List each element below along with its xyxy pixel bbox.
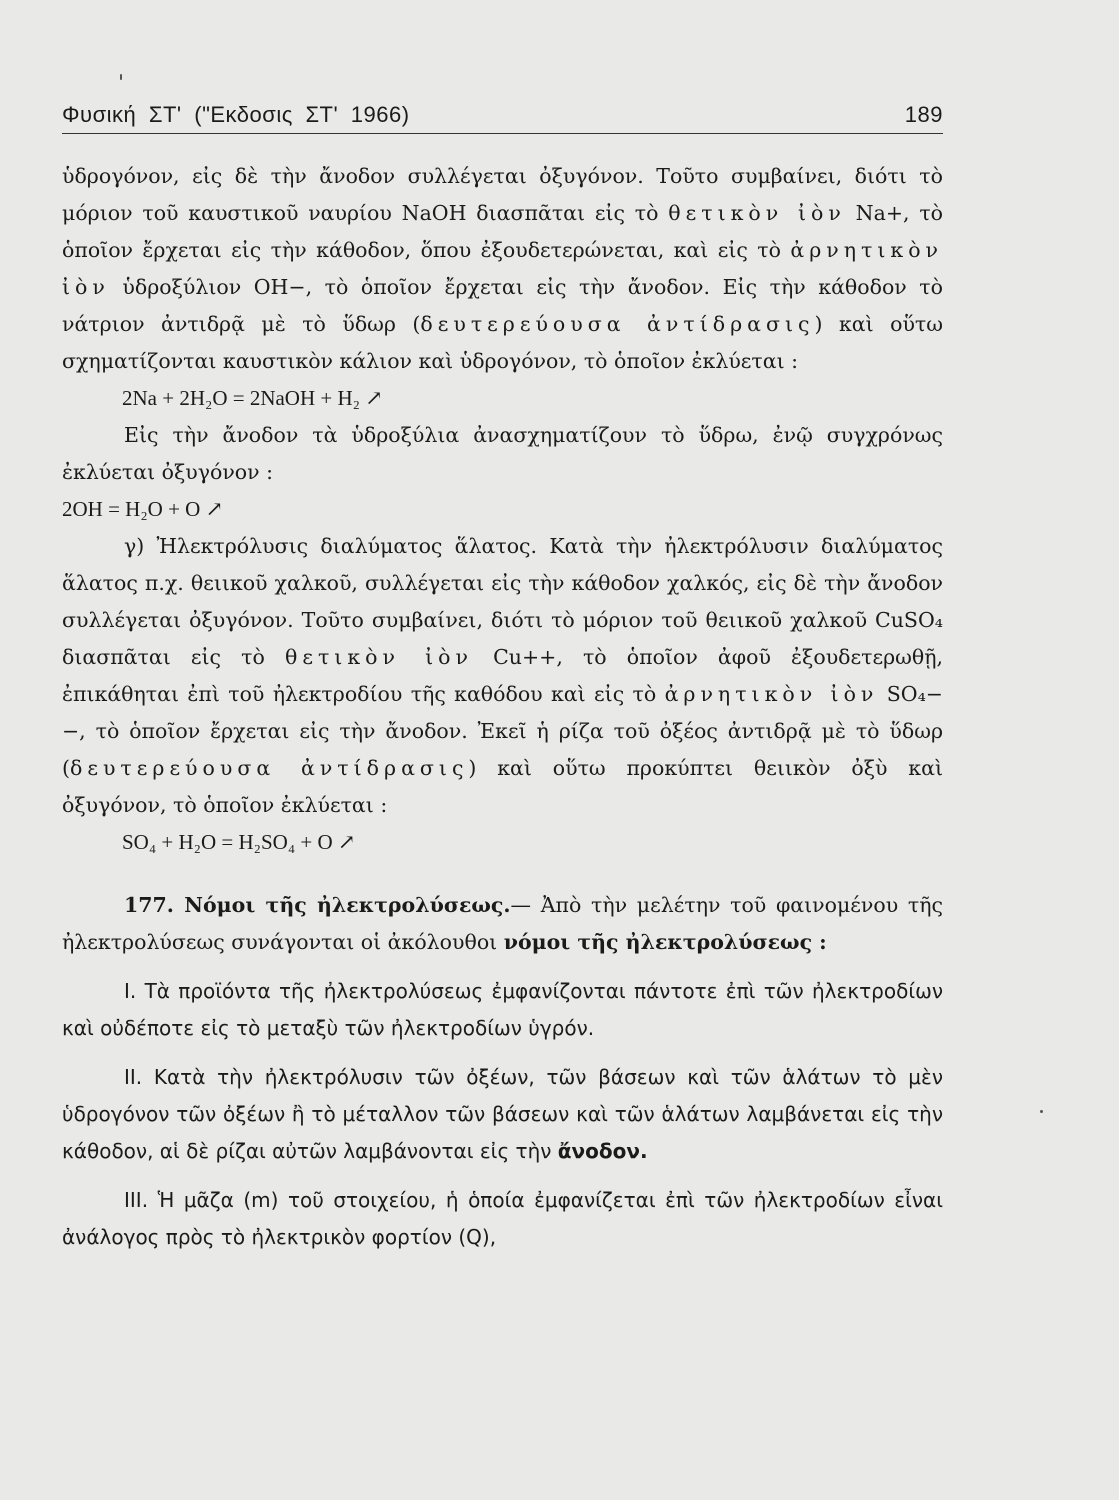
- equation-sulfate: SO₄ + H₂O = H₂SO₄ + O ↗: [122, 830, 356, 854]
- spaced-term: ἀρνητικὸν ἰὸν: [664, 682, 879, 706]
- paragraph-electrolysis-naoh: ὑδρογόνον, εἰς δὲ τὴν ἄνοδον συλλέγεται ὀξυγόνον. Τοῦτο συμβαίνει, διότι τὸ μόριον τοῦ καυστικοῦ ναυρίου NaOH διασπᾶται εἰς τὸ θετικὸν ἰὸν Na+, τὸ ὁποῖον ἔρχεται εἰς τὴν κάθοδον, ὅπου ἐξουδετερώνεται, καὶ εἰς τὸ ἀρνητικὸν ἰὸν ὑδροξύλιον OH−, τὸ ὁποῖον ἔρχεται εἰς τὴν ἄνοδον. Εἰς τὴν κάθοδον τὸ νάτριον ἀντιδρᾷ μὲ τὸ ὕδωρ (δευτερεύουσα ἀντίδρασις) καὶ οὕτω σχηματίζονται καυστικὸν κάλιον καὶ ὑδρογόνον, τὸ ὁποῖον ἐκλύεται :: [62, 164, 944, 373]
- law-3: ΙΙΙ. Ἡ μᾶζα (m) τοῦ στοιχείου, ἡ ὁποία ἐμφανίζεται ἐπὶ τῶν ἠλεκτροδίων εἶναι ἀνάλογος πρὸς τὸ ἠλεκτρικὸν φορτίον (Q),: [62, 1188, 943, 1249]
- subsection-label: γ) Ἠλεκτρόλυσις διαλύματος ἅλατος.: [124, 534, 538, 558]
- spaced-term: ἀρνητικὸν ἰὸν: [62, 238, 943, 299]
- spaced-term: δευτερεύουσα ἀντίδρασις: [70, 756, 469, 780]
- paragraph-anode-hydroxyl: Εἰς τὴν ἄνοδον τὰ ὑδροξύλια ἀνασχηματίζουν τὸ ὕδρω, ἐνῷ συγχρόνως ἐκλύεται ὀξυγόνον :: [62, 423, 943, 484]
- laws-term: νόμοι τῆς ἠλεκτρολύσεως :: [503, 930, 827, 954]
- equation-hydroxyl: 2OH = H₂O + O ↗: [62, 497, 224, 521]
- running-title: Φυσική ΣΤ' ("Εκδοσις ΣΤ' 1966): [62, 102, 410, 127]
- page-header: [62, 88, 943, 128]
- page-number: 189: [904, 102, 943, 127]
- header-rule: [62, 133, 943, 134]
- paper-speck: [120, 74, 122, 80]
- section-heading: 177. Νόμοι τῆς ἠλεκτρολύσεως.: [124, 893, 511, 917]
- paragraph-salt-electrolysis: γ) Ἠλεκτρόλυσις διαλύματος ἅλατος. Κατὰ τὴν ἠλεκτρόλυσιν διαλύματος ἅλατος π.χ. θειικοῦ χαλκοῦ, συλλέγεται εἰς τὴν κάθοδον χαλκός, εἰς δὲ τὴν ἄνοδον συλλέγεται ὀξυγόνον. Τοῦτο συμβαίνει, διότι τὸ μόριον τοῦ θειικοῦ χαλκοῦ CuSO₄ διασπᾶται εἰς τὸ θετικὸν ἰὸν Cu++, τὸ ὁποῖον ἀφοῦ ἐξουδετερωθῇ, ἐπικάθηται ἐπὶ τοῦ ἠλεκτροδίου τῆς καθόδου καὶ εἰς τὸ ἀρνητικὸν ἰὸν SO₄−−, τὸ ὁποῖον ἔρχεται εἰς τὴν ἄνοδον. Ἐκεῖ ἡ ρίζα τοῦ ὀξέος ἀντιδρᾷ μὲ τὸ ὕδωρ (δευτερεύουσα ἀντίδρασις) καὶ οὕτω προκύπτει θειικὸν ὀξὺ καὶ ὀξυγόνον, τὸ ὁποῖον ἐκλύεται :: [62, 534, 943, 817]
- spaced-term: δευτερεύουσα ἀντίδρασις: [420, 312, 815, 336]
- section-177: 177. Νόμοι τῆς ἠλεκτρολύσεως.— Ἀπὸ τὴν μελέτην τοῦ φαινομένου τῆς ἠλεκτρολύσεως συνάγονται οἱ ἀκόλουθοι νόμοι τῆς ἠλεκτρολύσεως :: [62, 893, 943, 954]
- equation-sodium-water: 2Na + 2H₂O = 2NaOH + H₂ ↗: [122, 386, 383, 410]
- page-body: [62, 158, 943, 1256]
- paper-speck: [1040, 1110, 1043, 1113]
- spaced-term: θετικὸν ἰὸν: [285, 645, 473, 669]
- law-2: ΙΙ. Κατὰ τὴν ἠλεκτρόλυσιν τῶν ὀξέων, τῶν βάσεων καὶ τῶν ἁλάτων τὸ μὲν ὑδρογόνον τῶν ὀξέων ἢ τὸ μέταλλον τῶν βάσεων καὶ τῶν ἁλάτων λαμβάνεται εἰς τὴν κάθοδον, αἱ δὲ ρίζαι αὐτῶν λαμβάνονται εἰς τὴν ἄνοδον.: [62, 1065, 943, 1163]
- law-1: Ι. Τὰ προϊόντα τῆς ἠλεκτρολύσεως ἐμφανίζονται πάντοτε ἐπὶ τῶν ἠλεκτροδίων καὶ οὐδέποτε εἰς τὸ μεταξὺ τῶν ἠλεκτροδίων ὑγρόν.: [62, 979, 943, 1040]
- anode-term: ἄνοδον.: [557, 1139, 648, 1163]
- spaced-term: θετικὸν ἰὸν: [668, 201, 846, 225]
